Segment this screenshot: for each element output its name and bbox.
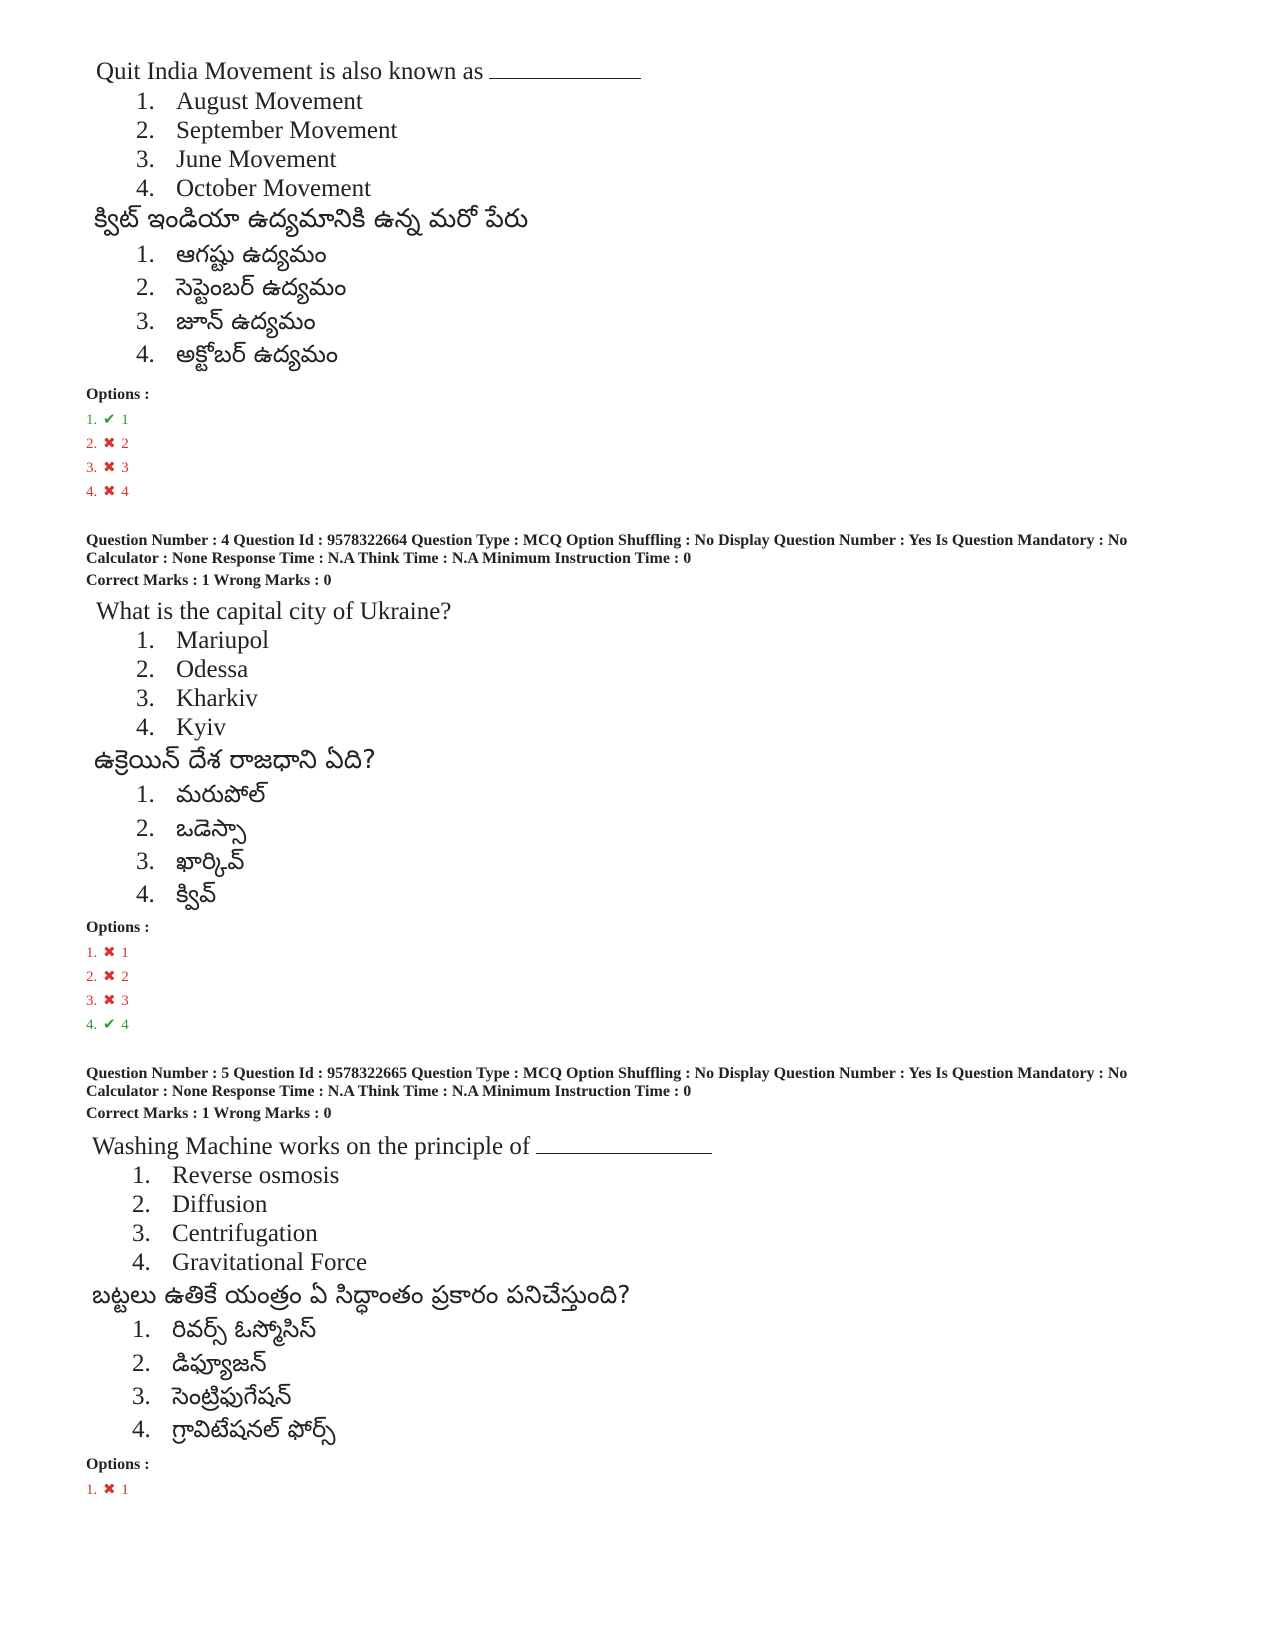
- option-3: 3. June Movement: [136, 146, 337, 173]
- options-header: Options :: [86, 919, 150, 936]
- telugu-option-1: 1. రివర్స్ ఓస్మోసిస్: [132, 1315, 317, 1343]
- telugu-option-4: 4. అక్టోబర్ ఉద్యమం: [136, 340, 339, 368]
- question-text: Washing Machine works on the principle of: [92, 1133, 712, 1161]
- answer-option-1: 1. ✔ 1: [86, 412, 129, 428]
- answer-option-3: 3. ✖ 3: [86, 993, 129, 1009]
- cross-icon: ✖: [102, 993, 116, 1009]
- cross-icon: ✖: [102, 1482, 116, 1498]
- cross-icon: ✖: [102, 945, 116, 961]
- question-meta-line-1: Question Number : 4 Question Id : 9578322664 Question Type : MCQ Option Shuffling : No Display Question Number : Yes Is Question Mandatory : No: [86, 532, 1128, 549]
- answer-option-1: 1. ✖ 1: [86, 1482, 129, 1498]
- option-1: 1. August Movement: [136, 88, 363, 115]
- option-3: 3. Centrifugation: [132, 1220, 318, 1247]
- telugu-option-3: 3. జూన్ ఉద్యమం: [136, 307, 316, 335]
- telugu-option-4: 4. క్వివ్: [136, 880, 217, 908]
- answer-option-3: 3. ✖ 3: [86, 460, 129, 476]
- telugu-question-text: ఉక్రెయిన్ దేశ రాజధాని ఏది?: [94, 745, 376, 775]
- telugu-option-2: 2. డిఫ్యూజన్: [132, 1349, 267, 1377]
- telugu-question-text: క్విట్ ఇండియా ఉద్యమానికి ఉన్న మరో పేరు: [94, 204, 529, 234]
- telugu-option-1: 1. ఆగష్టు ఉద్యమం: [136, 240, 327, 268]
- option-2: 2. September Movement: [136, 117, 398, 144]
- question-text: What is the capital city of Ukraine?: [96, 598, 452, 625]
- question-meta-line-1: Question Number : 5 Question Id : 9578322665 Question Type : MCQ Option Shuffling : No Display Question Number : Yes Is Question Mandatory : No: [86, 1065, 1128, 1082]
- answer-option-4: 4. ✔ 4: [86, 1017, 129, 1033]
- options-header: Options :: [86, 386, 150, 403]
- option-3: 3. Kharkiv: [136, 685, 258, 712]
- check-icon: ✔: [102, 1017, 116, 1033]
- telugu-option-3: 3. సెంట్రిఫుగేషన్: [132, 1382, 292, 1410]
- question-text: Quit India Movement is also known as: [96, 58, 641, 86]
- marks-line: Correct Marks : 1 Wrong Marks : 0: [86, 572, 332, 589]
- option-1: 1. Reverse osmosis: [132, 1162, 340, 1189]
- answer-option-1: 1. ✖ 1: [86, 945, 129, 961]
- telugu-option-2: 2. ఒడెస్సా: [136, 814, 247, 842]
- telugu-option-4: 4. గ్రావిటేషనల్ ఫోర్స్: [132, 1415, 336, 1443]
- marks-line: Correct Marks : 1 Wrong Marks : 0: [86, 1105, 332, 1122]
- option-4: 4. October Movement: [136, 175, 372, 202]
- option-2: 2. Diffusion: [132, 1191, 268, 1218]
- option-4: 4. Gravitational Force: [132, 1249, 368, 1276]
- cross-icon: ✖: [102, 436, 116, 452]
- telugu-option-2: 2. సెప్టెంబర్ ఉద్యమం: [136, 273, 347, 301]
- telugu-option-3: 3. ఖార్కివ్: [136, 847, 245, 875]
- cross-icon: ✖: [102, 969, 116, 985]
- check-icon: ✔: [102, 412, 116, 428]
- telugu-option-1: 1. మరుపోల్: [136, 780, 266, 808]
- answer-option-2: 2. ✖ 2: [86, 969, 129, 985]
- answer-option-4: 4. ✖ 4: [86, 484, 129, 500]
- answer-option-2: 2. ✖ 2: [86, 436, 129, 452]
- cross-icon: ✖: [102, 484, 116, 500]
- option-2: 2. Odessa: [136, 656, 249, 683]
- options-header: Options :: [86, 1456, 150, 1473]
- option-1: 1. Mariupol: [136, 627, 270, 654]
- question-meta-line-2: Calculator : None Response Time : N.A Think Time : N.A Minimum Instruction Time : 0: [86, 550, 692, 567]
- telugu-question-text: బట్టలు ఉతికే యంత్రం ఏ సిద్ధాంతం ప్రకారం పనిచేస్తుంది?: [92, 1280, 631, 1309]
- cross-icon: ✖: [102, 460, 116, 476]
- question-meta-line-2: Calculator : None Response Time : N.A Think Time : N.A Minimum Instruction Time : 0: [86, 1083, 692, 1100]
- option-4: 4. Kyiv: [136, 714, 226, 741]
